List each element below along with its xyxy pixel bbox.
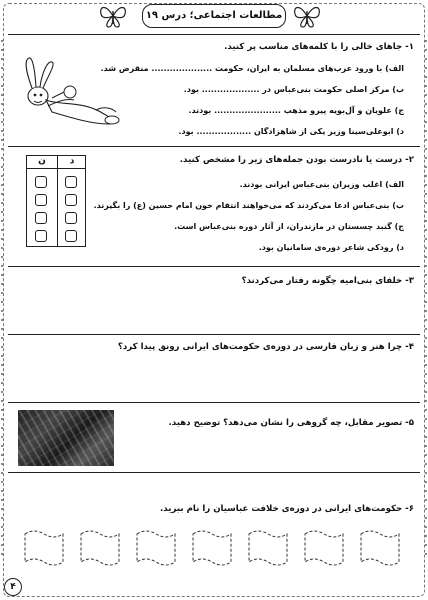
divider — [8, 334, 420, 335]
q4-prompt: ۴- چرا هنر و زبان فارسی در دوره‌ی حکومت‌های ایرانی رونق پیدا کرد؟ — [117, 342, 414, 352]
cartoon-rabbit-illustration — [12, 54, 122, 130]
true-false-table — [26, 155, 86, 247]
true-checkbox-d[interactable] — [65, 230, 77, 242]
true-false-header — [27, 156, 85, 169]
false-checkbox-a[interactable] — [35, 176, 47, 188]
false-checkbox-c[interactable] — [35, 212, 47, 224]
answer-box[interactable] — [134, 528, 178, 568]
false-checkbox-d[interactable] — [35, 230, 47, 242]
divider — [8, 266, 420, 267]
true-checkbox-a[interactable] — [65, 176, 77, 188]
true-column-label: د — [69, 156, 75, 166]
butterfly-left-icon — [98, 2, 128, 30]
q1-item-d: د) ابوعلی‌سینا وزیر یکی از شاهزادگان .................. بود. — [178, 127, 404, 136]
q1-prompt: ۱- جاهای خالی را با کلمه‌های مناسب پر کنید. — [224, 42, 414, 52]
q2-item-b: ب) بنی‌عباس ادعا می‌کردند که می‌خواهند انتقام خون امام حسین (ع) را بگیرند. — [93, 201, 404, 210]
page-title: مطالعات اجتماعی؛ درس ۱۹ — [142, 4, 286, 28]
q2-item-d: د) رودکی شاعر دوره‌ی سامانیان بود. — [258, 243, 404, 252]
false-column-label: ن — [38, 156, 46, 166]
q3-prompt: ۳- خلفای بنی‌امیه چگونه رفتار می‌کردند؟ — [241, 276, 414, 286]
answer-box[interactable] — [78, 528, 122, 568]
answer-box[interactable] — [358, 528, 402, 568]
q2-item-c: ج) گنبد چسستان در مازندران، از آثار دوره بنی‌عباس است. — [174, 222, 404, 231]
column-divider — [57, 156, 58, 246]
true-checkbox-c[interactable] — [65, 212, 77, 224]
historical-photo — [18, 410, 114, 466]
page-number: ۴ — [4, 578, 22, 596]
q1-item-a: الف) با ورود عرب‌های مسلمان به ایران، حکومت .................... منقرض شد. — [100, 64, 404, 73]
right-dotted-border — [425, 40, 427, 560]
answer-box[interactable] — [246, 528, 290, 568]
answer-box[interactable] — [22, 528, 66, 568]
q5-prompt: ۵- تصویر مقابل، چه گروهی را نشان می‌دهد؟ توضیح دهید. — [168, 418, 414, 428]
divider — [8, 34, 420, 35]
q1-item-b: ب) مرکز اصلی حکومت بنی‌عباس در ................... بود. — [183, 85, 404, 94]
butterfly-right-icon — [292, 2, 322, 30]
left-dotted-border — [1, 40, 3, 560]
divider — [8, 402, 420, 403]
divider — [8, 472, 420, 473]
divider — [8, 146, 420, 147]
q2-prompt: ۲- درست یا نادرست بودن جمله‌های زیر را مشخص کنید. — [179, 155, 414, 165]
false-checkbox-b[interactable] — [35, 194, 47, 206]
true-checkbox-b[interactable] — [65, 194, 77, 206]
answer-box[interactable] — [302, 528, 346, 568]
q1-item-c: ج) علویان و آل‌بویه پیرو مذهب ...................... بودند. — [188, 106, 404, 115]
q6-prompt: ۶- حکومت‌های ایرانی در دوره‌ی خلافت عباسیان را نام ببرید. — [160, 504, 414, 514]
answer-box[interactable] — [190, 528, 234, 568]
q2-item-a: الف) اغلب وزیران بنی‌عباس ایرانی بودند. — [239, 180, 404, 189]
